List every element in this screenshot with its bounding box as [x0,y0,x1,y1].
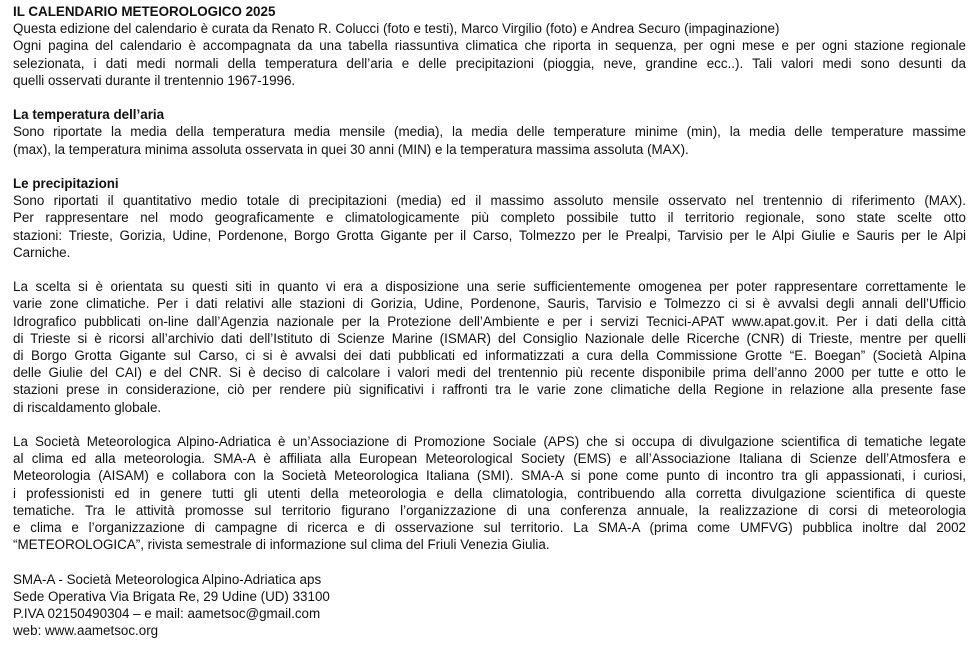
contact-vat-email: P.IVA 02150490304 – e mail: aametsoc@gmail.com [13,606,321,622]
association-line: e clima e l’organizzazione di campagne di ricerca e di osservazione sul territorio. La SMA-A (prima come UMFVG) pubblica inoltre dal 2002 [13,520,966,536]
association-line: La Società Meteorologica Alpino-Adriatica è un’Associazione di Promozione Sociale (APS) che si occupa di divulgazione scientifica di tematiche legate [13,434,966,450]
precipitation-line: stazioni: Trieste, Gorizia, Udine, Pordenone, Borgo Grotta Gigante per il Carso, Tolmezzo per le Prealpi, Tarvisio per le Alpi Giulie e Sauris per le Alpi [13,227,966,243]
temperature-section [13,106,966,158]
contact-website: web: www.aametsoc.org [13,623,159,639]
stations-line: stazioni prese in considerazione, ciò per rendere più significativi i raffronti tra le varie zone climatiche della Regione in relazione alla presente fase [13,382,966,398]
association-line: i professionisti ed in genere tutti gli utenti della meteorologia e della climatologia, contribuendo alla corretta divulgazione scientifica di queste [13,485,966,501]
document-title: IL CALENDARIO METEOROLOGICO 2025 [13,4,276,19]
temperature-line: Sono riportate la media della temperatura media mensile (media), la media delle temperature minime (min), la media delle temperature massime [13,124,966,140]
stations-line: La scelta si è orientata su questi siti in quanto vi era a disposizione una serie sufficientemente omogenea per poter rappresentare correttamente le [13,279,966,295]
association-line: tematiche. Tra le attività promosse sul territorio figurano l’organizzazione di una conferenza annuale, la realizzazione di corsi di meteorologia [13,502,966,518]
precipitation-section [13,175,966,261]
paragraph-gap [13,553,966,570]
temperature-line: (max), la temperatura minima assoluta osservata in quei 30 anni (MIN) e la temperatura massima assoluta (MAX). [13,141,689,157]
association-line: Meteorologia (AISAM) e collabora con la Società Meteorologica Italiana (SMI). SMA-A si pone come punto di incontro tra gli appassionati, i curiosi, [13,468,966,484]
contact-address: Sede Operativa Via Brigata Re, 29 Udine (UD) 33100 [13,588,330,604]
stations-line: di Trieste si è ricorsi all’archivio dati dell’Istituto di Scienze Marine (ISMAR) del Consiglio Nazionale delle Ricerche (CNR) di Trieste, mentre per quelli [13,330,966,346]
precipitation-line: Per rappresentare nel modo geograficamente e climatologicamente più completo possibile tutto il territorio regionale, sono state scelte otto [13,210,966,226]
stations-line: varie zone climatiche. Per i dati relativi alle stazioni di Gorizia, Udine, Pordenone, Sauris, Tarvisio e Tolmezzo ci si è avvalsi degli annali dell’Ufficio [13,296,966,312]
precipitation-line: Carniche. [13,244,71,260]
stations-line: delle Giulie del CAI) e del CNR. Si è deciso di calcolare i valori medi del trentennio più recente disponibile prima dell’anno 2000 per tutte e otto le [13,365,966,381]
paragraph-gap [13,416,966,433]
intro-line: selezionata, i dati medi normali della temperatura dell’aria e delle precipitazioni (pioggia, neve, grandine ecc..). Tali valori medi sono desunti da [13,55,966,71]
stations-line: Idrografico pubblicati on-line dall’Agenzia nazionale per la Protezione dell’Ambiente e per i servizi Tecnici-APAT www.apat.gov.it. Per i dati della città [13,313,966,329]
association-line: al clima ed alla meteorologia. SMA-A è affiliata alla European Meteorological Society (EMS) e all’Associazione Italiana di Scienze dell’Atmosfera e [13,451,966,467]
stations-line: di Borgo Grotta Gigante sul Carso, ci si è avvalsi dei dati pubblicati ed informatizzati a cura della Commissione Grotte “E. Boegan” (Società Alpina [13,348,966,364]
association-paragraph [13,433,966,553]
intro-line: Questa edizione del calendario è curata da Renato R. Colucci (foto e testi), Marco Virgilio (foto) e Andrea Securo (impaginazione) [13,21,780,37]
intro-section [13,20,966,89]
association-line: “METEOROLOGICA”, rivista semestrale di informazione sul clima del Friuli Venezia Giulia. [13,537,550,553]
temperature-heading: La temperatura dell’aria [13,107,165,123]
stations-line: di riscaldamento globale. [13,399,162,415]
intro-line: quelli osservati durante il trentennio 1967-1996. [13,72,296,88]
stations-paragraph [13,278,966,416]
contacts-block [13,571,966,640]
precipitation-heading: Le precipitazioni [13,176,119,191]
precipitation-line: Sono riportati il quantitativo medio totale di precipitazioni (media) ed il massimo assoluto mensile osservato nel trentennio di riferimento (MAX). [13,193,966,209]
contact-organization: SMA-A - Società Meteorologica Alpino-Adriatica aps [13,571,322,587]
paragraph-gap [13,158,966,175]
paragraph-gap [13,89,966,106]
intro-line: Ogni pagina del calendario è accompagnata da una tabella riassuntiva climatica che riporta in sequenza, per ogni mese e per ogni stazione regionale [13,38,966,54]
paragraph-gap [13,261,966,278]
